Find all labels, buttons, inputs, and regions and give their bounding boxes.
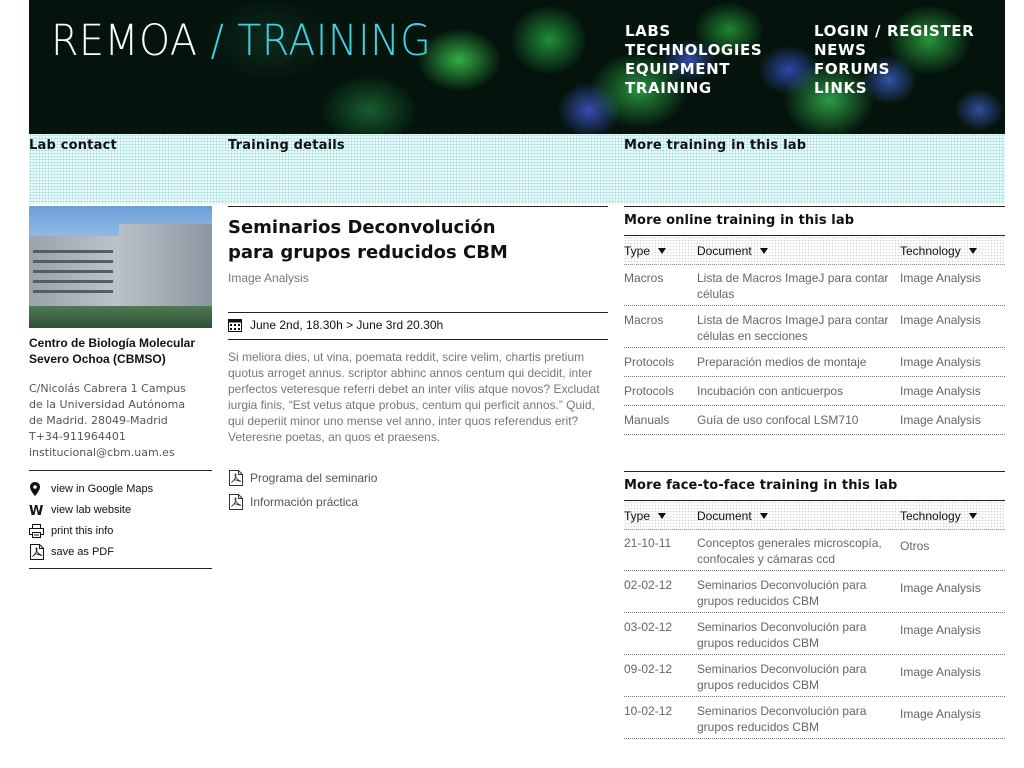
secondary-nav — [814, 22, 974, 98]
cell-document[interactable]: Preparación medios de montaje — [697, 355, 867, 369]
online-col-technology[interactable] — [900, 244, 977, 258]
view-website-link[interactable] — [29, 499, 212, 520]
pdf-icon — [29, 544, 51, 560]
cell-document[interactable]: Lista de Macros ImageJ para contar células en secciones — [697, 313, 889, 343]
header-banner — [29, 0, 1005, 134]
cell-technology: Otros — [900, 539, 930, 553]
cell-technology: Image Analysis — [900, 707, 981, 721]
cell-document[interactable]: Lista de Macros ImageJ para contar células — [697, 271, 889, 301]
training-date — [228, 318, 443, 332]
practical-info-doc-label: Información práctica — [250, 495, 359, 509]
view-maps-label: view in Google Maps — [51, 482, 154, 495]
website-w-icon — [29, 504, 51, 516]
nav-forums[interactable]: FORUMS — [814, 60, 891, 78]
lab-name-line: Centro de Biología Molecular — [29, 336, 196, 350]
training-title-line: para grupos reducidos CBM — [228, 242, 508, 263]
cell-type: Protocols — [624, 384, 675, 398]
cell-technology: Image Analysis — [900, 623, 981, 637]
cell-document[interactable]: Seminarios Deconvolución para grupos reducidos CBM — [697, 578, 867, 608]
cell-date: 10-02-12 — [624, 704, 673, 718]
svg-text:W: W — [29, 503, 43, 516]
view-maps-link[interactable] — [29, 478, 212, 499]
address-line: C/Nicolás Cabrera 1 Campus — [29, 382, 187, 395]
cell-document[interactable]: Incubación con anticuerpos — [697, 384, 844, 398]
divider — [624, 206, 1005, 207]
lab-contact-heading: Lab contact — [29, 138, 117, 153]
save-pdf-link[interactable] — [29, 541, 212, 562]
cell-technology: Image Analysis — [900, 355, 981, 369]
nav-equipment[interactable]: EQUIPMENT — [625, 60, 731, 78]
practical-info-doc-link[interactable] — [228, 490, 377, 514]
nav-links[interactable]: LINKS — [814, 79, 868, 97]
save-pdf-label: save as PDF — [51, 545, 114, 558]
printer-icon — [29, 524, 51, 538]
training-date-text: June 2nd, 18.30h > June 3rd 20.30h — [250, 318, 444, 332]
lab-name-line: Severo Ochoa (CBMSO) — [29, 352, 166, 366]
phone-number: T+34-911964401 — [29, 430, 126, 443]
f2f-training-title: More face-to-face training in this lab — [624, 478, 898, 493]
training-documents — [228, 466, 377, 514]
cell-document[interactable]: Conceptos generales microscopía, confocales y cámaras ccd — [697, 536, 882, 566]
lab-building-photo — [29, 206, 212, 328]
cell-document[interactable]: Guía de uso confocal LSM710 — [697, 413, 859, 427]
f2f-col-technology[interactable] — [900, 509, 977, 523]
section-name: TRAINING — [237, 16, 432, 66]
online-col-type[interactable] — [624, 244, 666, 258]
f2f-col-document[interactable] — [697, 509, 768, 523]
table-row[interactable] — [624, 697, 1005, 739]
table-row[interactable] — [624, 406, 1005, 435]
print-info-label: print this info — [51, 524, 114, 537]
cell-type: Macros — [624, 271, 664, 285]
email-address[interactable]: institucional@cbm.uam.es — [29, 446, 175, 459]
divider — [228, 206, 608, 207]
lab-actions — [29, 478, 212, 562]
address-line: de la Universidad Autónoma — [29, 398, 186, 411]
col-technology-label: Technology — [900, 509, 961, 523]
view-website-label: view lab website — [51, 503, 132, 516]
nav-news[interactable]: NEWS — [814, 41, 867, 59]
training-description: Si meliora dies, ut vina, poemata reddit, scire velim, chartis pretium quotus arroget annus. scriptor abhinc annos centum qui decidit, inter perfectos veteresque referri debet an inter vilis atque novos? Excludat iurgia finis, “Est vetus atque probus, centum qui perficit annos.” Quid, qui deperiit minor uno mense vel anno, inter quos referendus erit? Veteresne poetas, an quos et praesens. — [228, 350, 600, 444]
title-slash: / — [210, 16, 225, 66]
table-row[interactable] — [624, 529, 1005, 571]
training-technology: Image Analysis — [228, 271, 309, 285]
site-title[interactable] — [51, 16, 431, 66]
sort-down-icon — [658, 513, 666, 519]
cell-document[interactable]: Seminarios Deconvolución para grupos reducidos CBM — [697, 620, 867, 650]
col-technology-label: Technology — [900, 244, 961, 258]
program-doc-link[interactable] — [228, 466, 377, 490]
cell-date: 02-02-12 — [624, 578, 673, 592]
cell-date: 21-10-11 — [624, 536, 672, 550]
sort-down-icon — [969, 248, 977, 254]
divider — [624, 471, 1005, 472]
program-doc-label: Programa del seminario — [250, 471, 378, 485]
divider — [29, 470, 212, 471]
more-training-heading: More training in this lab — [624, 138, 807, 153]
table-row[interactable] — [624, 348, 1005, 377]
training-details-heading: Training details — [228, 138, 345, 153]
nav-training[interactable]: TRAINING — [625, 79, 712, 97]
sort-down-icon — [658, 248, 666, 254]
col-document-label: Document — [697, 244, 752, 258]
nav-login-register[interactable]: LOGIN / REGISTER — [814, 22, 975, 40]
section-strip — [29, 134, 1005, 204]
sort-down-icon — [760, 248, 768, 254]
main-nav — [625, 22, 762, 98]
cell-technology: Image Analysis — [900, 384, 981, 398]
cell-technology: Image Analysis — [900, 271, 981, 285]
divider — [228, 339, 608, 340]
calendar-icon — [228, 319, 242, 332]
cell-technology: Image Analysis — [900, 665, 981, 679]
training-title — [228, 215, 608, 265]
cell-document[interactable]: Seminarios Deconvolución para grupos reducidos CBM — [697, 704, 867, 734]
pdf-icon — [228, 494, 244, 510]
cell-document[interactable]: Seminarios Deconvolución para grupos reducidos CBM — [697, 662, 867, 692]
table-row[interactable] — [624, 264, 1005, 306]
online-col-document[interactable] — [697, 244, 768, 258]
online-table-header — [624, 236, 1005, 265]
cell-technology: Image Analysis — [900, 413, 981, 427]
cell-date: 09-02-12 — [624, 662, 673, 676]
table-row[interactable] — [624, 377, 1005, 406]
training-title-line: Seminarios Deconvolución — [228, 217, 496, 238]
table-row[interactable] — [624, 571, 1005, 613]
cell-technology: Image Analysis — [900, 581, 981, 595]
divider — [29, 568, 212, 569]
lab-address — [29, 381, 219, 461]
cell-type: Macros — [624, 313, 664, 327]
map-pin-icon — [29, 482, 51, 496]
address-line: de Madrid. 28049-Madrid — [29, 414, 168, 427]
nav-technologies[interactable]: TECHNOLOGIES — [625, 41, 763, 59]
nav-labs[interactable]: LABS — [625, 22, 671, 40]
cell-type: Manuals — [624, 413, 670, 427]
brand-name: REMOA — [51, 16, 198, 66]
cell-date: 03-02-12 — [624, 620, 673, 634]
f2f-table-header — [624, 501, 1005, 530]
col-document-label: Document — [697, 509, 752, 523]
f2f-col-type[interactable] — [624, 509, 666, 523]
pdf-icon — [228, 470, 244, 486]
cell-technology: Image Analysis — [900, 313, 981, 327]
sort-down-icon — [760, 513, 768, 519]
online-training-title: More online training in this lab — [624, 213, 855, 228]
col-type-label: Type — [624, 509, 651, 523]
table-row[interactable] — [624, 613, 1005, 655]
lab-name — [29, 335, 219, 367]
sort-down-icon — [969, 513, 977, 519]
divider — [228, 312, 608, 313]
table-row[interactable] — [624, 306, 1005, 348]
col-type-label: Type — [624, 244, 651, 258]
table-row[interactable] — [624, 655, 1005, 697]
cell-type: Protocols — [624, 355, 675, 369]
print-info-link[interactable] — [29, 520, 212, 541]
